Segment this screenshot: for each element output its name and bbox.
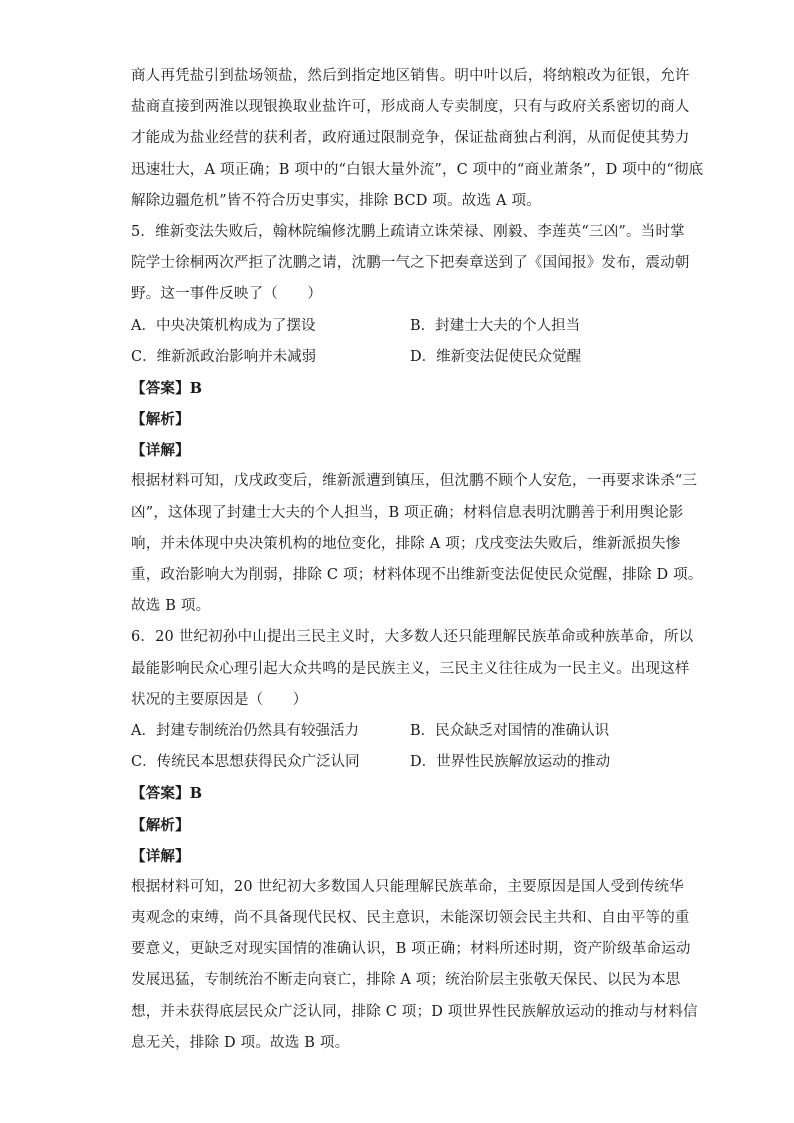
question-6-analysis-label: 【解析】	[131, 816, 190, 834]
paragraph-line: 迅速壮大，A 项正确；B 项中的“白银大量外流”，C 项中的“商业萧条”，D 项中的“彻底	[131, 161, 704, 178]
question-6-options-row-2	[131, 747, 663, 778]
question-6-detail-line: 息无关，排除 D 项。故选 B 项。	[131, 1034, 350, 1051]
question-6-detail-line: 根据材料可知，20 世纪初大多数国人只能理解民族革命，主要原因是国人受到传统华	[131, 878, 684, 895]
question-5-detail-line: 故选 B 项。	[131, 598, 211, 615]
question-6-answer: 【答案】B	[131, 785, 203, 803]
question-5-detail-line: 根据材料可知，戊戌政变后，维新派遭到镇压，但沈鹏不顾个人安危，一再要求诛杀“三	[131, 473, 698, 490]
question-5-option-d: D．维新变法促使民众觉醒	[410, 348, 582, 365]
question-6-options-row-1	[131, 716, 663, 747]
question-5-stem-line: 院学士徐桐两次严拒了沈鹏之请，沈鹏一气之下把奏章送到了《国闻报》发布，震动朝	[131, 255, 690, 272]
question-6-option-d: D．世界性民族解放运动的推动	[410, 754, 611, 771]
question-5-detail-line: 凶”，这体现了封建士大夫的个人担当，B 项正确；材料信息表明沈鹏善于利用舆论影	[131, 504, 684, 521]
question-5-analysis-label: 【解析】	[131, 411, 190, 429]
question-5-detail-label: 【详解】	[131, 442, 190, 460]
question-6-detail-line: 想，并未获得底层民众广泛认同，排除 C 项；D 项世界性民族解放运动的推动与材料信	[131, 1003, 698, 1020]
question-6-option-b: B．民众缺乏对国情的准确认识	[410, 722, 610, 739]
paragraph-line: 解除边疆危机”皆不符合历史事实，排除 BCD 项。故选 A 项。	[131, 192, 541, 209]
document-body	[131, 61, 704, 1059]
question-5-answer: 【答案】B	[131, 379, 203, 397]
question-5-stem-line: 5．维新变法失败后，翰林院编修沈鹏上疏请立诛荣禄、刚毅、李莲英“三凶”。当时掌	[131, 223, 685, 240]
question-5-option-c: C．维新派政治影响并未减弱	[131, 348, 317, 365]
question-6-stem-line: 6．20 世纪初孙中山提出三民主义时，大多数人还只能理解民族革命或种族革命，所以	[131, 629, 694, 646]
question-5-option-b: B．封建士大夫的个人担当	[410, 317, 581, 334]
question-5-options-row-1	[131, 311, 663, 342]
paragraph-line: 才能成为盐业经营的获利者，政府通过限制竞争，保证盐商独占利润，从而促使其势力	[131, 130, 690, 147]
paragraph-line: 盐商直接到两淮以现银换取业盐许可，形成商人专卖制度，只有与政府关系密切的商人	[131, 99, 690, 116]
question-5-stem-line: 野。这一事件反映了（ ）	[131, 286, 323, 303]
question-5-detail-line: 重，政治影响大为削弱，排除 C 项；材料体现不出维新变法促使民众觉醒，排除 D 项。	[131, 567, 703, 583]
question-6-option-c: C．传统民本思想获得民众广泛认同	[131, 754, 360, 771]
paragraph-line: 商人再凭盐引到盐场领盐，然后到指定地区销售。明中叶以后，将纳粮改为征银，允许	[131, 68, 690, 84]
question-5-detail-line: 响，并未体现中央决策机构的地位变化，排除 A 项；戊戌变法失败后，维新派损失惨	[131, 535, 681, 552]
question-6-stem-line: 状况的主要原因是（ ）	[131, 691, 308, 708]
question-5-option-a: A．中央决策机构成为了摆设	[131, 317, 316, 334]
question-6-detail-line: 要意义，更缺乏对现实国情的准确认识，B 项正确；材料所述时期，资产阶级革命运动	[131, 941, 691, 958]
question-6-detail-line: 夷观念的束缚，尚不具备现代民权、民主意识，未能深切领会民主共和、自由平等的重	[131, 910, 690, 927]
question-6-stem-line: 最能影响民众心理引起大众共鸣的是民族主义，三民主义往往成为一民主义。出现这样	[131, 660, 690, 677]
question-6-detail-label: 【详解】	[131, 847, 190, 865]
question-6-option-a: A．封建专制统治仍然具有较强活力	[131, 722, 359, 739]
question-5-options-row-2	[131, 342, 663, 373]
question-6-detail-line: 发展迅猛，专制统治不断走向衰亡，排除 A 项；统治阶层主张敬天保民、以民为本思	[131, 972, 681, 989]
